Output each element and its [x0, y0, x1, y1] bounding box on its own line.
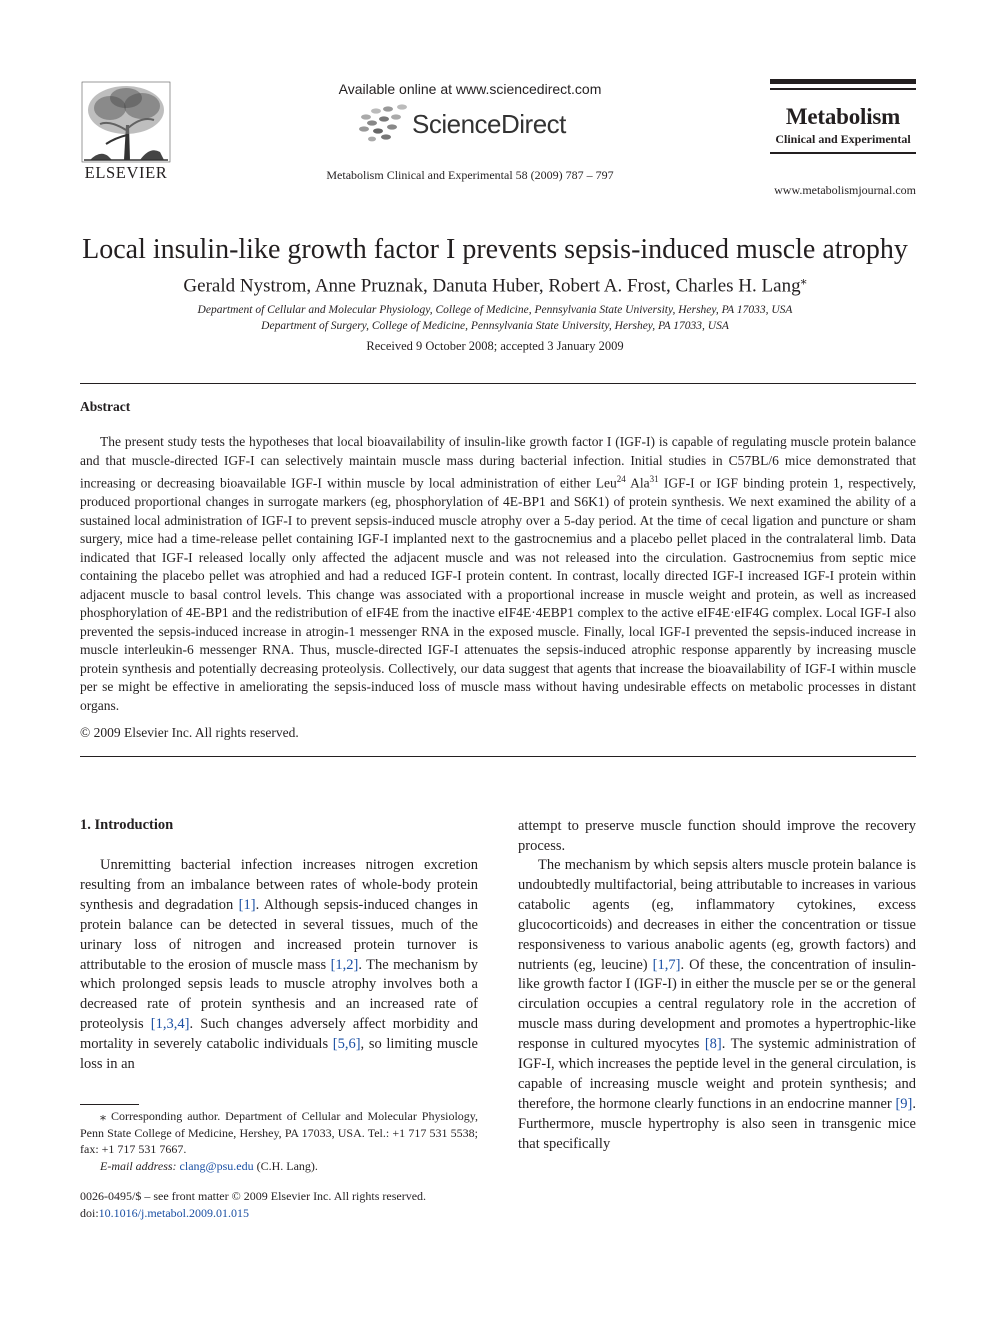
intro-p2-text: . Of these, the concentration of insulin-like growth factor I (IGF-I) in either the muscle per se or the general circulation occupies a central regulatory role in the accretion of muscle mass during development and promotes a hypertrophic-like response in cultured myocytes — [518, 956, 916, 1053]
intro-p1-text: Unremitting bacterial infection increases nitrogen excretion resulting from an imbalance between rates of whole-body protein synthesis and degradation — [80, 857, 478, 913]
corresponding-author-footnote — [80, 1108, 478, 1174]
abstract-sup-a: 24 — [616, 474, 626, 484]
abstract-bottom-rule — [80, 756, 916, 757]
reference-link[interactable]: [1,7] — [652, 956, 681, 973]
sciencedirect-wordmark: ScienceDirect — [412, 109, 566, 139]
abstract-text-part-b: Ala — [625, 475, 650, 491]
footnote-text: Corresponding author. Department of Cellular and Molecular Physiology, Penn State College of Medicine, Hershey, PA 17033, USA. Tel.: +1 717 531 5538; fax: +1 717 531 7667. — [80, 1109, 478, 1156]
email-label: E-mail address: — [100, 1158, 177, 1173]
article-title: Local insulin-like growth factor I prevents sepsis-induced muscle atrophy — [82, 234, 908, 265]
journal-rule-bottom — [770, 152, 916, 154]
intro-p2-text: . The systemic administration of IGF-I, which increases the peptide level in the general circulation, is capable of increasing muscle weight and protein synthesis; and therefore, the hormone clearly functions in an endocrine manner — [518, 1036, 916, 1112]
intro-p2-text: The mechanism by which sepsis alters muscle protein balance is undoubtedly multifactorial, being attributable to increases in various catabolic agents (eg, inflammatory cytokines, excess glucocorticoids) and decreases in either the concentration or tissue responsiveness to various anabolic agents (eg, growth factors) and nutrients (eg, leucine) — [518, 857, 916, 973]
abstract-copyright: © 2009 Elsevier Inc. All rights reserved. — [80, 725, 299, 740]
intro-p1-text: . The mechanism by which prolonged sepsis leads to muscle atrophy involves both a decreased rate of protein synthesis and an increased rate of proteolysis — [80, 956, 478, 1033]
author-list — [40, 273, 950, 297]
intro-paragraph-continued: attempt to preserve muscle function should improve the recovery process. — [518, 818, 916, 854]
doi-line — [80, 1205, 426, 1222]
footnote-rule — [80, 1104, 139, 1105]
journal-url: www.metabolismjournal.com — [774, 183, 916, 197]
doi-link[interactable]: 10.1016/j.metabol.2009.01.015 — [98, 1205, 249, 1220]
affiliation-2: Department of Surgery, College of Medicine, Pennsylvania State University, Hershey, PA 17033, USA — [261, 320, 729, 332]
reference-link[interactable]: [5,6] — [332, 1036, 361, 1053]
publisher-name: ELSEVIER — [84, 163, 168, 182]
journal-rule-thin — [770, 88, 916, 90]
abstract-text-part-a: The present study tests the hypotheses that local bioavailability of insulin-like growth factor I (IGF-I) is capable of regulating muscle protein balance and that muscle-directed IGF-I can selectively maintain muscle mass during bacterial infection. Initial studies in C57BL/6 mice demonstrated that increasing or decreasing bioavailable IGF-I within muscle by local administration of either Leu — [80, 434, 916, 491]
corresponding-author-mark[interactable]: ⁎ — [800, 273, 807, 287]
abstract-sup-b: 31 — [649, 474, 659, 484]
intro-paragraph-2 — [518, 856, 916, 1155]
abstract-text-part-c: IGF-I or IGF binding protein 1, respectively, produced proportional changes in surrogate markers (eg, phosphorylation of 4E-BP1 and S6K1) of protein synthesis. We next examined the ability of a sustained local administration of IGF-I to prevent sepsis-induced muscle atrophy over a 5-day period. At the time of cecal ligation and puncture or sham surgery, mice had a time-release pellet containing IGF-I implanted next to the gastrocnemius and a placebo pellet placed in the contralateral limb. Data indicated that IGF-I released locally only affected the adjacent muscle and was not released into the circulation. Gastrocnemius from septic mice containing the placebo pellet was atrophied and had a reduced IGF-I protein content. In contrast, locally directed IGF-I increased IGF-I protein within adjacent muscle to basal control levels. This change was associated with a proportional increase in muscle weight and protein, as well as increased phosphorylation of 4E-BP1 and the redistribution of eIF4E from the inactive eIF4E·4EBP1 complex to the active eIF4E·eIF4G complex. Local IGF-I also prevented the sepsis-induced increase in atrogin-1 messenger RNA in the exposed muscle. Finally, local IGF-I prevented the sepsis-induced increase in muscle interleukin-6 messenger RNA. Thus, muscle-directed IGF-I attenuates the sepsis-induced atrophic response apparently by increasing muscle protein synthesis and potentially decreasing proteolysis. Collectively, our data suggest that agents that increase the bioavailability of IGF-I within muscle per se might be effective in ameliorating the sepsis-induced loss of muscle mass without having undesirable effects on metabolic processes in distant organs. — [80, 475, 917, 713]
reference-link[interactable]: [8] — [704, 1036, 722, 1053]
abstract-body — [80, 433, 916, 715]
reference-link[interactable]: [1] — [238, 896, 256, 913]
authors-text: Gerald Nystrom, Anne Pruznak, Danuta Huber, Robert A. Frost, Charles H. Lang — [183, 275, 801, 297]
available-online-text: Available online at www.sciencedirect.com — [338, 81, 602, 97]
section-heading-introduction: 1. Introduction — [80, 817, 174, 833]
issn-line: 0026-0495/$ – see front matter © 2009 Elsevier Inc. All rights reserved. — [80, 1189, 427, 1203]
intro-p1-text: . Although sepsis-induced changes in protein balance can be detected in several tissues, much of the urinary loss of nitrogen and increased protein turnover is attributable to the erosion of muscle mass — [80, 896, 478, 973]
journal-rule-thick — [770, 79, 916, 84]
journal-citation: Metabolism Clinical and Experimental 58 (2009) 787 – 797 — [326, 168, 614, 182]
abstract-heading: Abstract — [80, 399, 131, 414]
reference-link[interactable]: [1,2] — [330, 956, 359, 973]
doi-label: doi: — [80, 1205, 99, 1220]
reference-link[interactable]: [1,3,4] — [150, 1016, 190, 1033]
intro-paragraph-1 — [80, 856, 478, 1075]
received-dates: Received 9 October 2008; accepted 3 January 2009 — [366, 339, 624, 353]
affiliation-1: Department of Cellular and Molecular Physiology, College of Medicine, Pennsylvania State University, Hershey, PA 17033, USA — [197, 304, 793, 316]
email-link[interactable]: clang@psu.edu — [179, 1158, 254, 1173]
email-suffix: (C.H. Lang). — [253, 1158, 318, 1173]
intro-p2-text: . Furthermore, muscle hypertrophy is also seen in transgenic mice that specifically — [518, 1095, 916, 1152]
front-matter — [80, 1188, 426, 1221]
journal-name: Metabolism — [785, 104, 901, 129]
abstract-top-rule — [80, 383, 916, 384]
journal-subtitle: Clinical and Experimental — [775, 132, 911, 146]
reference-link[interactable]: [9] — [895, 1095, 913, 1112]
email-line — [80, 1158, 478, 1175]
footnote-text-block — [80, 1108, 478, 1158]
intro-p1-text: . Such changes adversely affect morbidity and mortality in severely catabolic individuals — [80, 1016, 478, 1053]
footnote-mark: ⁎ — [100, 1109, 106, 1123]
intro-p1-text: , so limiting muscle loss in an — [80, 1036, 478, 1073]
